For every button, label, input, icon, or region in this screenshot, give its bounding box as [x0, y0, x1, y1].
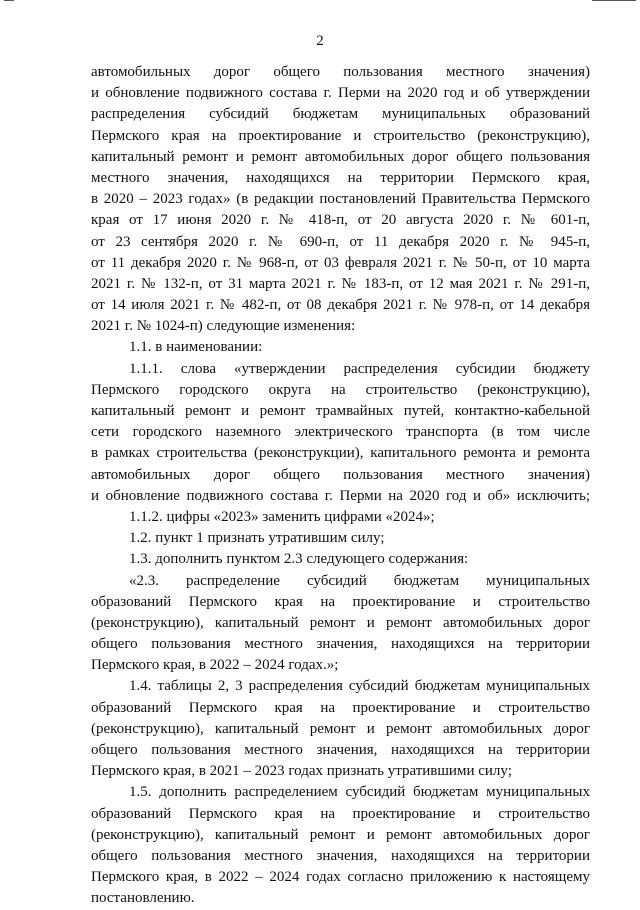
text-line: Пермского края, в 2022 – 2024 годах согласно приложению к настоящему — [91, 869, 590, 886]
text-line: местного значения, находящихся на территории Пермского края, — [91, 169, 590, 186]
text-line: 1.5. дополнить распределением субсидий бюджетам муниципальных — [129, 784, 590, 801]
text-line: 2021 г. № 132-п, от 31 марта 2021 г. № 183-п, от 12 мая 2021 г. № 291-п, — [91, 275, 590, 292]
text-line: Пермского городского округа на строительство (реконструкцию), — [91, 381, 590, 398]
text-line: образований Пермского края на проектирование и строительство — [91, 593, 590, 610]
text-line: от 23 сентября 2020 г. № 690-п, от 11 декабря 2020 г. № 945-п, — [91, 233, 590, 250]
document-body — [91, 62, 590, 910]
text-line: капитальный ремонт и ремонт автомобильных дорог общего пользования — [91, 148, 590, 165]
text-line: «2.3. распределение субсидий бюджетам муниципальных — [129, 572, 590, 589]
text-line: (реконструкцию), капитальный ремонт и ремонт автомобильных дорог — [91, 826, 590, 843]
text-line: (реконструкцию), капитальный ремонт и ремонт автомобильных дорог — [91, 614, 590, 631]
text-line: 1.2. пункт 1 признать утратившим силу; — [129, 530, 385, 547]
scan-edge-mark — [4, 0, 14, 4]
text-line: образований Пермского края на проектирование и строительство — [91, 805, 590, 822]
text-line: 1.1.2. цифры «2023» заменить цифрами «2024»; — [129, 508, 435, 525]
text-line: и обновление подвижного состава г. Перми на 2020 год и об» исключить; — [91, 487, 590, 504]
page-number: 2 — [316, 33, 324, 49]
scan-edge-mark — [592, 0, 636, 4]
text-line: края от 17 июня 2020 г. № 418-п, от 20 августа 2020 г. № 601-п, — [91, 212, 590, 229]
text-line: распределения субсидий бюджетам муниципальных образований — [91, 106, 590, 123]
text-line: постановлению. — [91, 890, 195, 907]
text-line: образований Пермского края на проектирование и строительство — [91, 699, 590, 716]
text-line: и обновление подвижного состава г. Перми на 2020 год и об утверждении — [91, 85, 590, 102]
text-line: от 11 декабря 2020 г. № 968-п, от 03 февраля 2021 г. № 50-п, от 10 марта — [91, 254, 590, 271]
text-line: 2021 г. № 1024-п) следующие изменения: — [91, 318, 356, 335]
text-line: (реконструкцию), капитальный ремонт и ремонт автомобильных дорог — [91, 720, 590, 737]
text-line: Пермского края, в 2022 – 2024 годах.»; — [91, 657, 339, 674]
text-line: 1.1. в наименовании: — [129, 339, 263, 356]
text-line: 1.4. таблицы 2, 3 распределения субсидий бюджетам муниципальных — [129, 678, 590, 695]
text-line: сети городского наземного электрического транспорта (в том числе — [91, 424, 590, 441]
text-line: Пермского края на проектирование и строительство (реконструкцию), — [91, 127, 590, 144]
text-line: в 2020 – 2023 годах» (в редакции постановлений Правительства Пермского — [91, 191, 590, 208]
text-line: 1.1.1. слова «утверждении распределения субсидии бюджету — [129, 360, 590, 377]
text-line: автомобильных дорог общего пользования местного значения) — [91, 466, 590, 483]
text-line: от 14 июля 2021 г. № 482-п, от 08 декабря 2021 г. № 978-п, от 14 декабря — [91, 297, 590, 314]
text-line: общего пользования местного значения, находящихся на территории — [91, 847, 590, 864]
text-line: автомобильных дорог общего пользования местного значения) — [91, 64, 590, 80]
text-line: Пермского края, в 2021 – 2023 годах признать утратившими силу; — [91, 763, 512, 780]
text-line: общего пользования местного значения, находящихся на территории — [91, 742, 590, 758]
text-line: в рамках строительства (реконструкции), капитального ремонта и ремонта — [91, 445, 590, 462]
text-line: капитальный ремонт и ремонт трамвайных путей, контактно-кабельной — [91, 403, 590, 419]
text-line: 1.3. дополнить пунктом 2.3 следующего содержания: — [129, 551, 469, 568]
text-line: общего пользования местного значения, находящихся на территории — [91, 636, 590, 653]
